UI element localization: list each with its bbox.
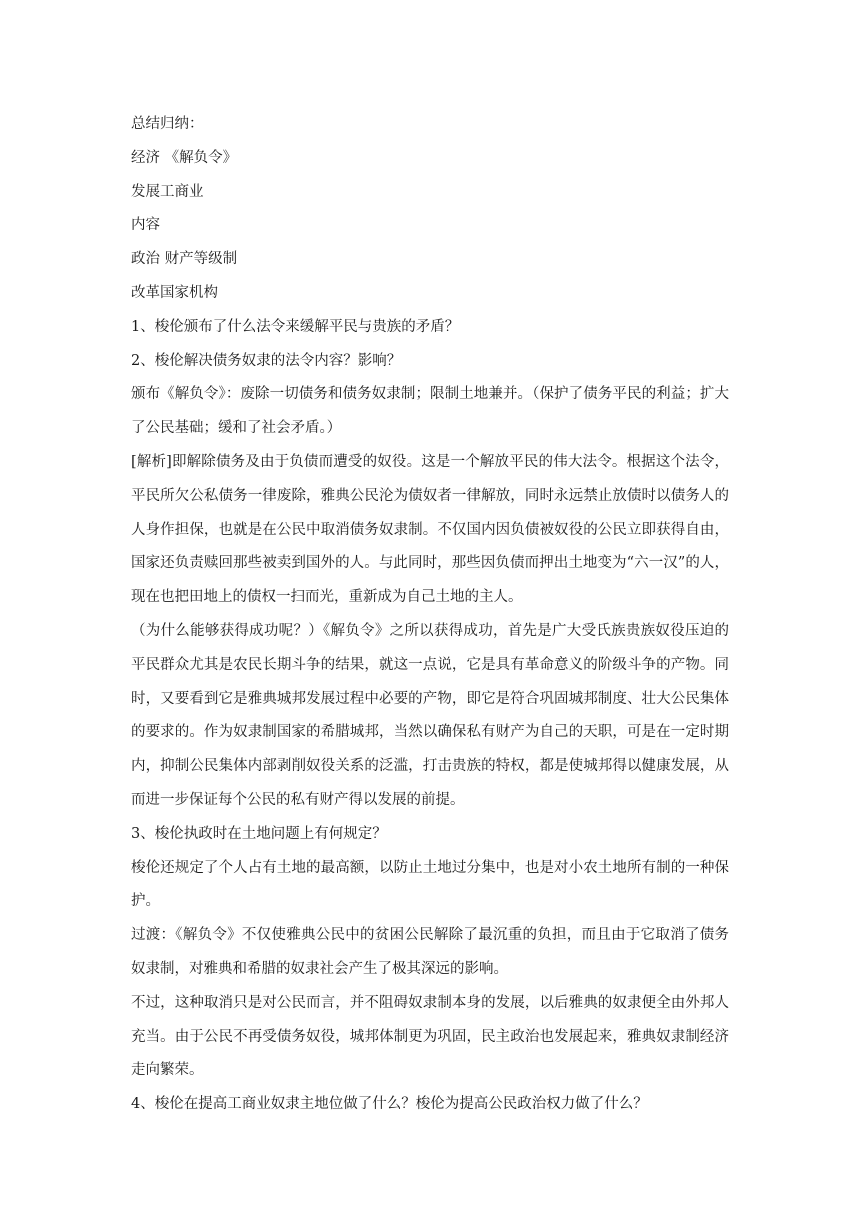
document-body (131, 108, 729, 1122)
outline-item-economy: 经济 《解负令》 (131, 149, 238, 166)
outline-item-commerce: 发展工商业 (131, 183, 204, 200)
outline-item-politics: 政治 财产等级制 (131, 251, 238, 268)
outline-item-content: 内容 (131, 217, 160, 234)
question-3: 3、梭伦执政时在土地问题上有何规定？ (131, 825, 387, 842)
success-paragraph: （为什么能够获得成功呢？）《解负令》之所以获得成功，首先是广大受氏族贵族奴役压迫的平民群众尤其是农民长期斗争的结果，就这一点说，它是具有革命意义的阶级斗争的产物。同时，又要看到它是雅典城邦发展过程中必要的产物，即它是符合巩固城邦制度、壮大公民集体的要求的。作为奴隶制国家的希腊城邦，当然以确保私有财产为自己的天职，可是在一定时期内，抑制公民集体内部剥削奴役关系的泛滥，打击贵族的特权，都是使城邦得以健康发展，从而进一步保证每个公民的私有财产得以发展的前提。 (131, 622, 729, 808)
question-2: 2、梭伦解决债务奴隶的法令内容？影响？ (131, 352, 402, 369)
question-4: 4、梭伦在提高工商业奴隶主地位做了什么？梭伦为提高公民政治权力做了什么？ (131, 1096, 648, 1113)
outline-item-reform: 改革国家机构 (131, 284, 218, 301)
analysis-paragraph: [解析]即解除债务及由于负债而遭受的奴役。这是一个解放平民的伟大法令。根据这个法令，平民所欠公私债务一律废除，雅典公民沦为债奴者一律解放，同时永远禁止放债时以债务人的人身作担保，也就是在公民中取消债务奴隶制。不仅国内因负债被奴役的公民立即获得自由，国家还负责赎回那些被卖到国外的人。与此同时，那些因负债而押出土地变为“六一汉”的人，现在也把田地上的债权一扫而光，重新成为自己土地的主人。 (131, 453, 729, 606)
summary-heading: 总结归纳： (131, 116, 204, 132)
however-paragraph: 不过，这种取消只是对公民而言，并不阻碍奴隶制本身的发展，以后雅典的奴隶便全由外邦人充当。由于公民不再受债务奴役，城邦体制更为巩固，民主政治也发展起来，雅典奴隶制经济走向繁荣。 (131, 994, 729, 1079)
transition-paragraph: 过渡：《解负令》不仅使雅典公民中的贫困公民解除了最沉重的负担，而且由于它取消了债务奴隶制，对雅典和希腊的奴隶社会产生了极其深远的影响。 (131, 927, 729, 977)
question-1: 1、梭伦颁布了什么法令来缓解平民与贵族的矛盾？ (131, 318, 460, 335)
answer-2: 颁布《解负令》：废除一切债务和债务奴隶制；限制土地兼并。（保护了债务平民的利益；扩大了公民基础；缓和了社会矛盾。） (131, 386, 729, 437)
answer-3: 梭伦还规定了个人占有土地的最高额，以防止土地过分集中，也是对小农土地所有制的一种保护。 (131, 859, 729, 910)
